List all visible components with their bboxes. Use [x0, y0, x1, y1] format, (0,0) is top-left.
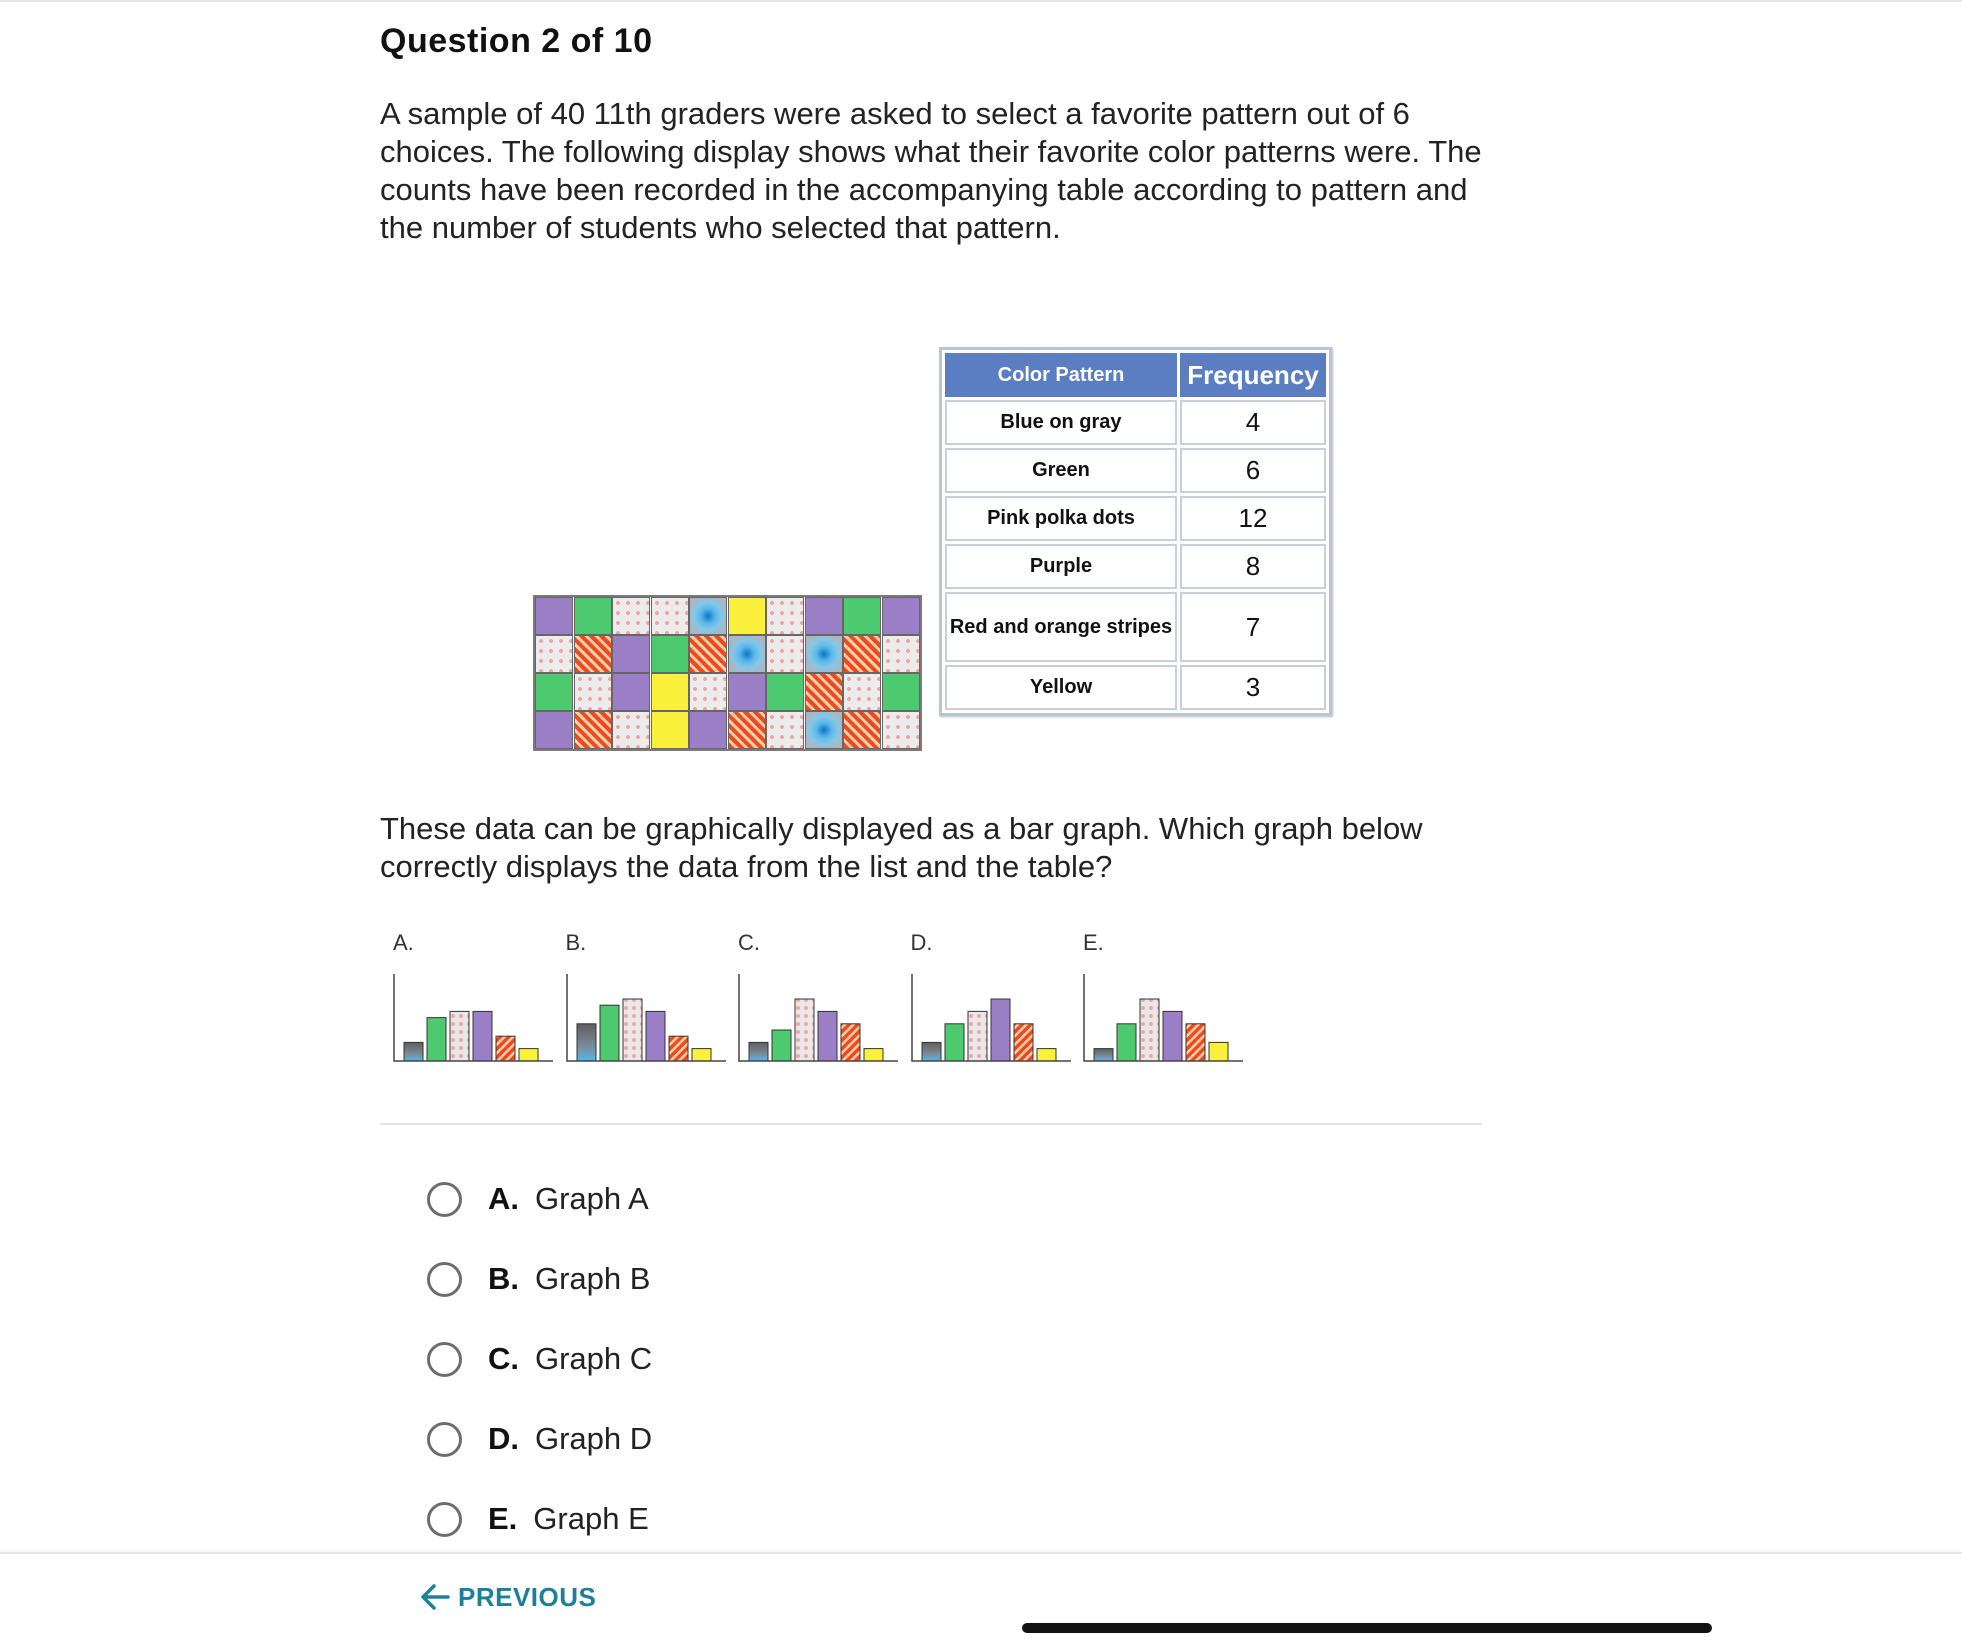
bar-purple: [473, 1011, 492, 1061]
bar-blue-on-gray: [404, 1042, 423, 1061]
pattern-cell: Red and orange stripes: [945, 592, 1177, 662]
quilt-tile-pink: [612, 711, 650, 749]
graph-label: A.: [393, 930, 414, 955]
quilt-tile-stripe: [843, 711, 881, 749]
option-text: Graph A: [535, 1181, 649, 1216]
header-color-pattern: Color Pattern: [945, 353, 1177, 397]
bar-purple: [818, 1011, 837, 1061]
bar-blue-on-gray: [1094, 1049, 1113, 1061]
option-c[interactable]: [427, 1337, 652, 1381]
pattern-cell: Green: [945, 448, 1177, 493]
question-intro: A sample of 40 11th graders were asked to select a favorite pattern out of 6 choices. The following display shows what their favorite color patterns were. The counts have been recorded in the accompanying table according to pattern and the number of students who selected that pattern.: [380, 96, 1482, 245]
question-title: Question 2 of 10: [380, 22, 653, 60]
bar-blue-on-gray: [577, 1024, 596, 1061]
quilt-tile-purple: [535, 711, 573, 749]
quilt-tile-purple: [612, 635, 650, 673]
option-letter: B.: [488, 1261, 519, 1296]
header-frequency: Frequency: [1180, 353, 1326, 397]
quilt-tile-yellow: [651, 673, 689, 711]
bar-blue-on-gray: [749, 1042, 768, 1061]
quilt-tile-green: [766, 673, 804, 711]
bar-red-and-orange-stripes: [669, 1036, 688, 1061]
bar-green: [945, 1024, 964, 1061]
quilt-tile-purple: [728, 673, 766, 711]
quilt-tile-pink: [766, 597, 804, 635]
frequency-cell: 8: [1180, 544, 1326, 589]
quilt-tile-stripe: [805, 673, 843, 711]
pattern-cell: Blue on gray: [945, 400, 1177, 445]
bar-graph-a: [393, 972, 553, 1067]
bar-graph-e: [1083, 972, 1243, 1067]
bar-blue-on-gray: [922, 1042, 941, 1061]
bar-purple: [1163, 1011, 1182, 1061]
quilt-tile-purple: [689, 711, 727, 749]
quilt-tile-pink: [612, 597, 650, 635]
radio-button[interactable]: [427, 1342, 462, 1377]
bar-red-and-orange-stripes: [1186, 1024, 1205, 1061]
option-text: Graph D: [535, 1421, 653, 1456]
quilt-tile-purple: [612, 673, 650, 711]
bar-graph-c: [738, 972, 898, 1067]
graph-label: E.: [1083, 930, 1104, 955]
option-letter: C.: [488, 1341, 519, 1376]
quilt-tile-pink: [766, 711, 804, 749]
quilt-tile-stripe: [574, 711, 612, 749]
question-prompt: These data can be graphically displayed as a bar graph. Which graph below correctly displays the data from the list and the table?: [380, 811, 1423, 884]
option-e[interactable]: [427, 1497, 649, 1541]
bar-green: [600, 1005, 619, 1061]
quilt-tile-purple: [805, 597, 843, 635]
option-text: Graph B: [535, 1261, 651, 1296]
frequency-table: [939, 347, 1332, 716]
previous-label: PREVIOUS: [458, 1581, 597, 1612]
frequency-cell: 3: [1180, 665, 1326, 710]
radio-button[interactable]: [427, 1182, 462, 1217]
table-row: [945, 544, 1326, 589]
table-row: [945, 665, 1326, 710]
quilt-tile-pink: [535, 635, 573, 673]
radio-button[interactable]: [427, 1502, 462, 1537]
pattern-cell: Pink polka dots: [945, 496, 1177, 541]
bar-green: [1117, 1024, 1136, 1061]
option-letter: D.: [488, 1421, 519, 1456]
graph-label: B.: [565, 930, 587, 955]
footer-bar: [0, 1552, 1962, 1649]
quilt-tile-pink: [882, 711, 920, 749]
quilt-tile-pink: [651, 597, 689, 635]
bar-yellow: [1209, 1042, 1228, 1061]
quilt-tile-green: [535, 673, 573, 711]
frequency-cell: 6: [1180, 448, 1326, 493]
quilt-tile-green: [574, 597, 612, 635]
bar-yellow: [864, 1049, 883, 1061]
bar-pink-polka-dots: [450, 1011, 469, 1061]
top-border: [0, 0, 1962, 2]
bar-graph-d: [911, 972, 1071, 1067]
option-b[interactable]: [427, 1257, 650, 1301]
answer-graphs: [393, 930, 1253, 1070]
bar-red-and-orange-stripes: [841, 1024, 860, 1061]
quilt-tile-pink: [574, 673, 612, 711]
bar-purple: [991, 999, 1010, 1061]
quilt-tile-purple: [882, 597, 920, 635]
frequency-cell: 7: [1180, 592, 1326, 662]
graph-label: D.: [910, 930, 933, 955]
quilt-tile-stripe: [689, 635, 727, 673]
frequency-cell: 12: [1180, 496, 1326, 541]
bar-pink-polka-dots: [623, 999, 642, 1061]
bar-yellow: [519, 1049, 538, 1061]
quilt-tile-blue: [689, 597, 727, 635]
quilt-tile-green: [651, 635, 689, 673]
bar-green: [772, 1030, 791, 1061]
bar-graph-b: [566, 972, 726, 1067]
divider: [380, 1123, 1482, 1125]
quilt-tile-yellow: [728, 597, 766, 635]
pattern-cell: Yellow: [945, 665, 1177, 710]
option-letter: E.: [488, 1501, 518, 1536]
quilt-tile-blue: [805, 635, 843, 673]
option-d[interactable]: [427, 1417, 652, 1461]
table-row: [945, 448, 1326, 493]
quilt-tile-green: [843, 597, 881, 635]
bar-yellow: [692, 1049, 711, 1061]
table-row: [945, 400, 1326, 445]
radio-button[interactable]: [427, 1262, 462, 1297]
option-letter: A.: [488, 1181, 519, 1216]
arrow-left-icon: [418, 1580, 452, 1614]
quilt-tile-stripe: [728, 711, 766, 749]
bar-purple: [646, 1011, 665, 1061]
option-a[interactable]: [427, 1177, 649, 1221]
quilt-tile-pink: [882, 635, 920, 673]
graph-label: C.: [738, 930, 760, 955]
bar-red-and-orange-stripes: [496, 1036, 515, 1061]
color-pattern-quilt: [533, 595, 922, 751]
bar-green: [427, 1018, 446, 1061]
quilt-tile-blue: [728, 635, 766, 673]
bar-pink-polka-dots: [795, 999, 814, 1061]
option-text: Graph C: [535, 1341, 653, 1376]
table-row: [945, 592, 1326, 662]
table-row: [945, 496, 1326, 541]
pattern-cell: Purple: [945, 544, 1177, 589]
quilt-tile-pink: [766, 635, 804, 673]
quilt-tile-purple: [535, 597, 573, 635]
quilt-tile-green: [882, 673, 920, 711]
frequency-cell: 4: [1180, 400, 1326, 445]
radio-button[interactable]: [427, 1422, 462, 1457]
quilt-tile-stripe: [843, 635, 881, 673]
table-header-row: [945, 353, 1326, 397]
bar-yellow: [1037, 1049, 1056, 1061]
option-text: Graph E: [533, 1501, 649, 1536]
quilt-tile-blue: [805, 711, 843, 749]
quilt-tile-yellow: [651, 711, 689, 749]
bar-pink-polka-dots: [968, 1011, 987, 1061]
quilt-tile-pink: [689, 673, 727, 711]
quilt-tile-stripe: [574, 635, 612, 673]
bar-red-and-orange-stripes: [1014, 1024, 1033, 1061]
quilt-tile-pink: [843, 673, 881, 711]
previous-button[interactable]: [418, 1580, 596, 1614]
home-indicator: [1022, 1623, 1712, 1633]
bar-pink-polka-dots: [1140, 999, 1159, 1061]
